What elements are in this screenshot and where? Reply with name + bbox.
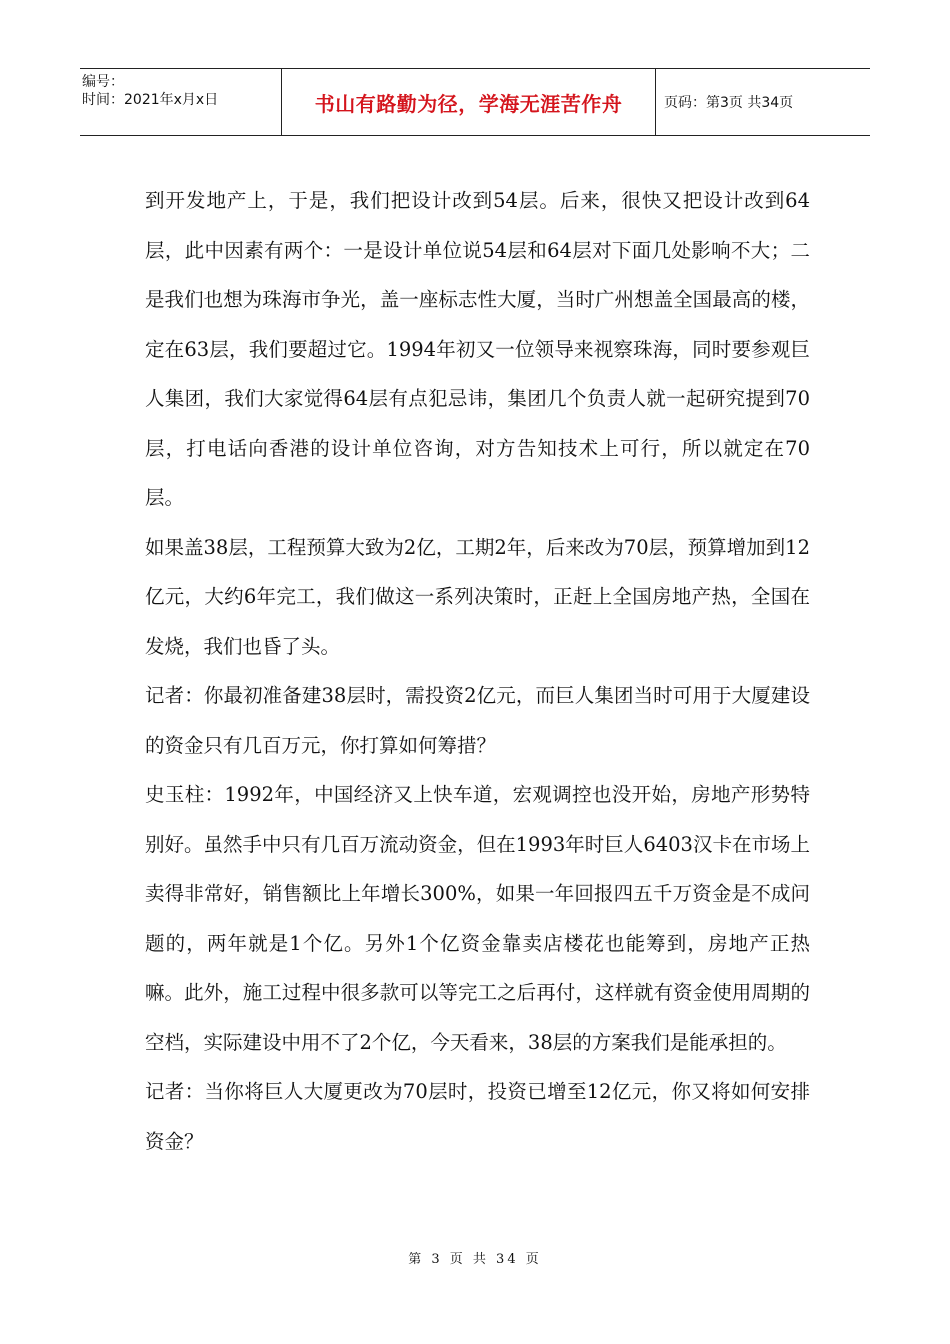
serial-label: 编号： <box>82 74 124 90</box>
header-page-info: 页码：第3页 共34页 <box>664 95 794 111</box>
document-body <box>145 176 810 1166</box>
paragraph: 记者：你最初准备建38层时，需投资2亿元，而巨人集团当时可用于大厦建设的资金只有几百万元，你打算如何筹措？ <box>145 684 810 757</box>
paragraph: 如果盖38层，工程预算大致为2亿，工期2年，后来改为70层，预算增加到12亿元，大约6年完工，我们做这一系列决策时，正赶上全国房地产热，全国在发烧，我们也昏了头。 <box>145 535 810 658</box>
header-motto: 书山有路勤为径，学海无涯苦作舟 <box>282 69 656 135</box>
page-header <box>80 68 870 136</box>
paragraph: 史玉柱：1992年，中国经济又上快车道，宏观调控也没开始，房地产形势特别好。虽然手中只有几百万流动资金，但在1993年时巨人6403汉卡在市场上卖得非常好，销售额比上年增长300%，如果一年回报四五千万资金是不成问题的，两年就是1个亿。另外1个亿资金靠卖店楼花也能筹到，房地产正热嘛。此外，施工过程中很多款可以等完工之后再付，这样就有资金使用周期的空档，实际建设中用不了2个亿，今天看来，38层的方案我们是能承担的。 <box>145 783 810 1054</box>
date-label: 时间：2021年x月x日 <box>82 92 219 108</box>
page-footer: 第 3 页 共 34 页 <box>408 1252 542 1267</box>
paragraph: 记者：当你将巨人大厦更改为70层时，投资已增至12亿元，你又将如何安排资金？ <box>145 1080 810 1153</box>
header-meta <box>80 69 282 135</box>
paragraph: 到开发地产上，于是，我们把设计改到54层。后来，很快又把设计改到64层，此中因素有两个：一是设计单位说54层和64层对下面几处影响不大；二是我们也想为珠海市争光，盖一座标志性大厦，当时广州想盖全国最高的楼，定在63层，我们要超过它。1994年初又一位领导来视察珠海，同时要参观巨人集团，我们大家觉得64层有点犯忌讳，集团几个负责人就一起研究提到70层，打电话向香港的设计单位咨询，对方告知技术上可行，所以就定在70层。 <box>145 189 810 509</box>
